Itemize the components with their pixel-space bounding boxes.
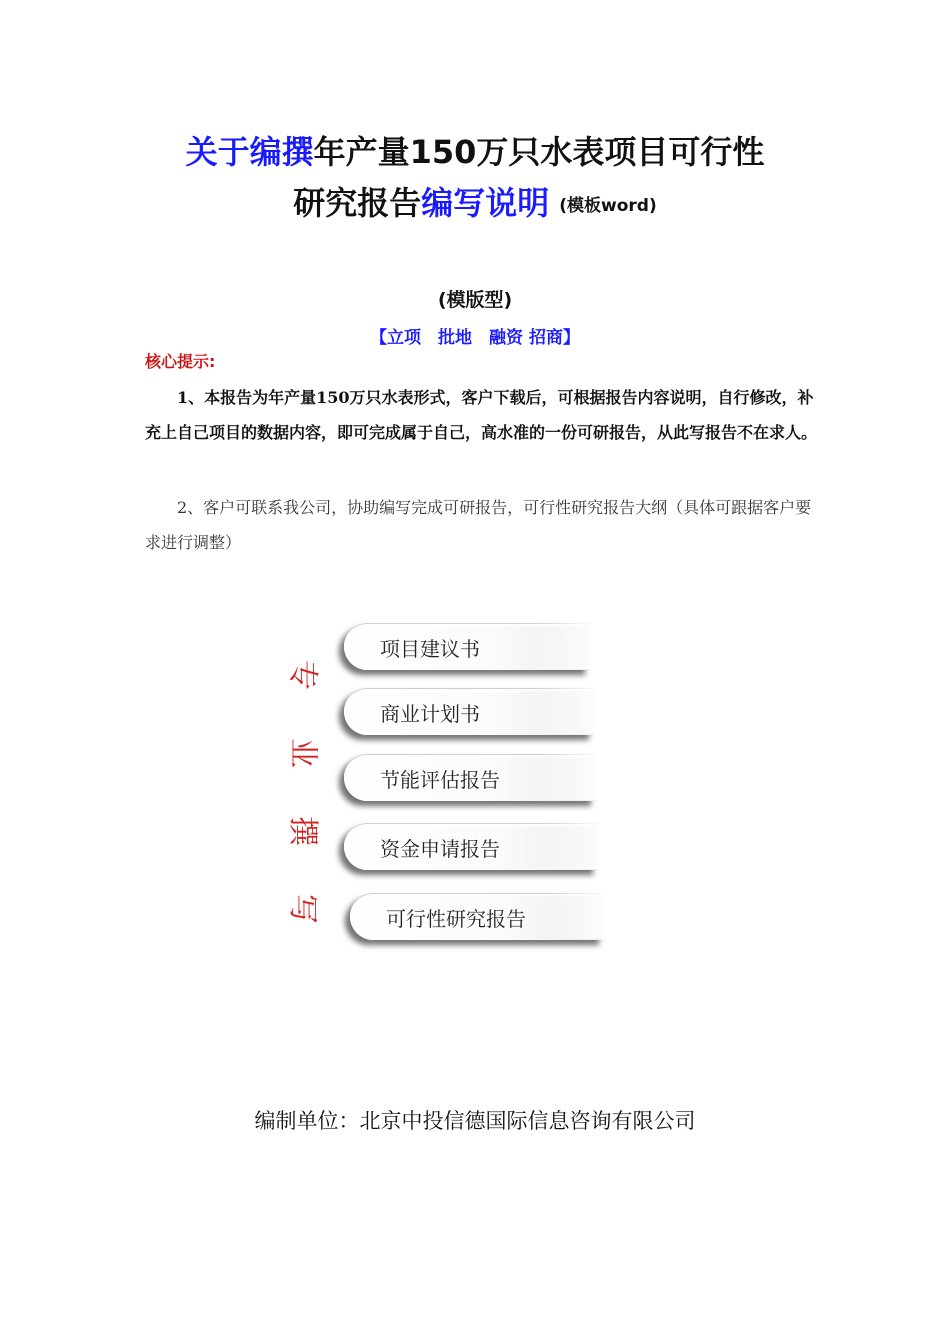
service-label: 可行性研究报告 [386,906,526,931]
service-item-energy-assessment [344,754,596,801]
vertical-char: 专 [285,660,320,690]
title-highlight-1: 关于编撰 [185,133,314,171]
service-label: 项目建议书 [380,636,480,661]
core-tip-label: 核心提示: [145,352,216,371]
vertical-char: 撰 [285,816,320,846]
document-title-line-2 [0,183,950,226]
title-highlight-2: 编写说明 [421,184,550,222]
vertical-char: 写 [285,894,320,924]
tip-paragraph-1: 1、本报告为年产量150万只水表形式，客户下载后，可根据报告内容说明，自行修改，补充上自己项目的数据内容，即可完成属于自己，高水准的一份可研报告，从此写报告不在求人。 [145,388,818,442]
tip-paragraph-2: 2、客户可联系我公司，协助编写完成可研报告，可行性研究报告大纲（具体可跟据客户要求进行调整） [145,498,812,552]
vertical-char: 业 [285,738,320,768]
service-item-business-plan [344,688,594,735]
service-label: 商业计划书 [380,701,480,726]
service-label: 资金申请报告 [380,836,500,861]
compiling-organization: 编制单位：北京中投信德国际信息咨询有限公司 [254,1109,696,1133]
service-item-funding-application [344,823,598,870]
service-item-project-proposal [344,623,590,670]
professional-writing-vertical-label [282,660,322,972]
title-template-note: (模板word) [559,196,657,216]
keywords-line: 【立项 批地 融资 招商】 [370,328,580,348]
template-type-subtitle: (模版型) [437,289,513,311]
title-main-2: 研究报告 [293,184,422,222]
service-item-feasibility-study [350,893,604,940]
title-main-1: 年产量150万只水表项目可行性 [313,133,765,171]
service-label: 节能评估报告 [380,767,500,792]
document-title-line-1 [0,132,950,172]
